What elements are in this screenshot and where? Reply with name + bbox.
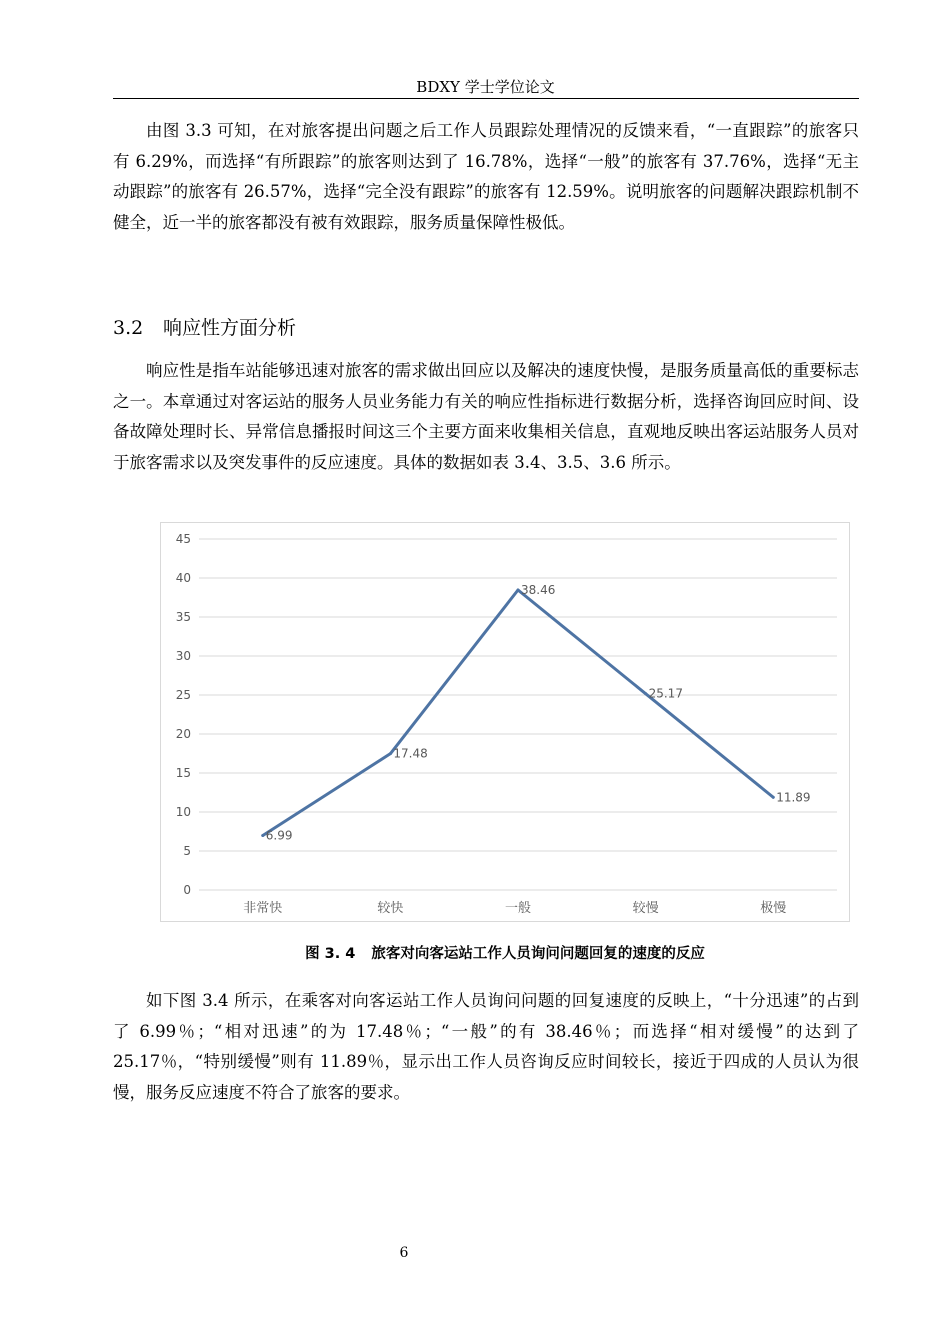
x-tick-label: 非常快 xyxy=(243,901,283,916)
series-line xyxy=(263,590,773,835)
y-tick-label: 5 xyxy=(183,844,191,858)
data-label: 11.89 xyxy=(776,790,811,805)
data-point xyxy=(772,796,775,799)
paragraph-2: 响应性是指车站能够迅速对旅客的需求做出回应以及解决的速度快慢，是服务质量高低的重要标志之一。本章通过对客运站的服务人员业务能力有关的响应性指标进行数据分析，选择咨询回应时间、设备故障处理时长、异常信息播报时间这三个主要方面来收集相关信息，直观地反映出客运站服务人员对于旅客需求以及突发事件的反应速度。具体的数据如表 3.4、3.5、3.6 所示。 xyxy=(113,361,859,472)
data-point xyxy=(389,752,392,755)
data-label: 6.99 xyxy=(265,828,293,843)
data-point xyxy=(517,589,520,592)
y-tick-label: 40 xyxy=(175,571,191,585)
y-tick-label: 30 xyxy=(175,649,191,663)
y-tick-label: 0 xyxy=(183,883,191,897)
y-tick-label: 20 xyxy=(175,727,191,741)
section-number: 3.2 xyxy=(113,317,144,339)
header-rule xyxy=(113,98,859,99)
y-tick-label: 35 xyxy=(175,610,191,624)
x-tick-label: 较慢 xyxy=(632,901,659,916)
y-tick-label: 10 xyxy=(175,805,191,819)
x-tick-label: 较快 xyxy=(377,901,404,916)
line-chart-svg xyxy=(161,523,849,921)
line-chart xyxy=(160,522,850,922)
figure-label: 图 3. 4 xyxy=(305,946,356,962)
y-tick-label: 15 xyxy=(175,766,191,780)
x-tick-label: 一般 xyxy=(504,901,532,916)
figure-caption xyxy=(113,944,897,964)
section-heading xyxy=(113,313,296,343)
paragraph-3: 如下图 3.4 所示，在乘客对向客运站工作人员询问问题的回复速度的反映上，“十分迅速”的占到了 6.99％；“相对迅速”的为 17.48％；“一般”的有 38.46％；而选择“相对缓慢”的达到了 25.17％，“特别缓慢”则有 11.89％，显示出工作人员咨询反应时间较长，接近于四成的人员认为很慢，服务反应速度不符合了旅客的要求。 xyxy=(113,991,859,1102)
data-point xyxy=(261,834,264,837)
x-tick-label: 极慢 xyxy=(760,901,787,916)
data-label: 17.48 xyxy=(393,746,428,761)
running-header: BDXY 学士学位论文 xyxy=(416,78,555,96)
section-title: 响应性方面分析 xyxy=(163,317,297,339)
y-tick-label: 45 xyxy=(175,532,191,546)
data-label: 25.17 xyxy=(648,686,683,701)
data-label: 38.46 xyxy=(521,583,556,598)
page-number: 6 xyxy=(399,1245,409,1261)
data-point xyxy=(644,692,647,695)
figure-caption-text: 旅客对向客运站工作人员询问问题回复的速度的反应 xyxy=(371,946,705,962)
y-tick-label: 25 xyxy=(175,688,191,702)
paragraph-1: 由图 3.3 可知，在对旅客提出问题之后工作人员跟踪处理情况的反馈来看，“一直跟踪”的旅客只有 6.29%，而选择“有所跟踪”的旅客则达到了 16.78%，选择“一般”的旅客有 37.76%，选择“无主动跟踪”的旅客有 26.57%，选择“完全没有跟踪”的旅客有 12.59%。说明旅客的问题解决跟踪机制不健全，近一半的旅客都没有被有效跟踪，服务质量保障性极低。 xyxy=(113,121,859,232)
